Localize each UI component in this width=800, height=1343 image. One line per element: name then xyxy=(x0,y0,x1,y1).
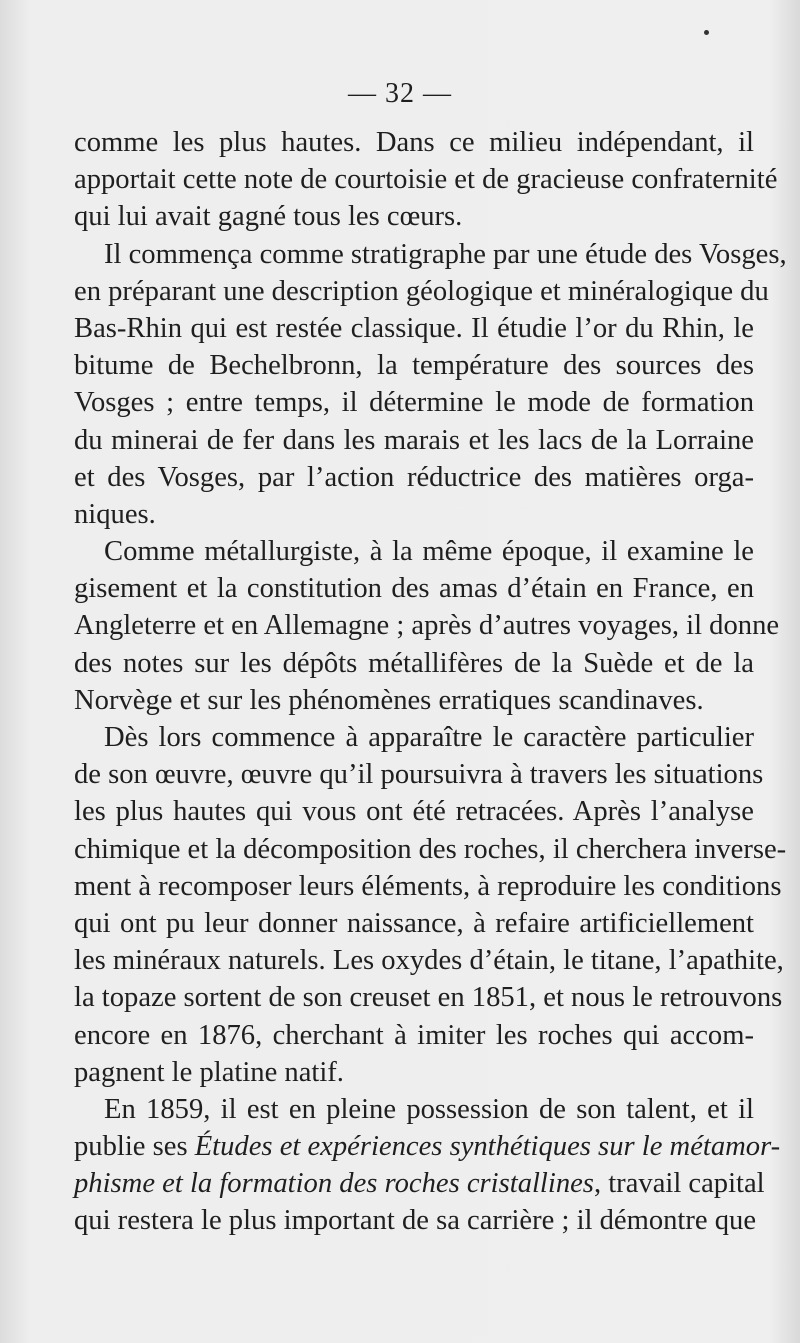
text-line: ment à recomposer leurs éléments, à reproduire les conditions xyxy=(74,870,782,902)
text-line: Vosges ; entre temps, il détermine le mode de formation xyxy=(74,387,754,419)
text-line-with-title xyxy=(74,1165,765,1202)
text-line: Comme métallurgiste, à la même époque, il examine le xyxy=(104,536,754,568)
text-line: qui restera le plus important de sa carrière ; il démontre que xyxy=(74,1205,757,1237)
text-line: Norvège et sur les phénomènes erratiques scandinaves. xyxy=(74,684,704,716)
line-text: , travail capital xyxy=(593,1168,765,1200)
text-line: bitume de Bechelbronn, la température des sources des xyxy=(74,350,754,382)
page-number: — 32 — xyxy=(348,78,452,109)
text-line: niques. xyxy=(74,498,156,530)
text-line: Dès lors commence à apparaître le caractère particulier xyxy=(104,722,754,753)
text-line: des notes sur les dépôts métallifères de la Suède et de la xyxy=(74,647,754,679)
text-line: la topaze sortent de son creuset en 1851, et nous le retrouvons xyxy=(74,982,783,1014)
text-line: Bas-Rhin qui est restée classique. Il étudie l’or du Rhin, le xyxy=(74,312,754,344)
book-title: Études et expériences synthétiques sur le métamor- xyxy=(194,1131,781,1163)
text-line: et des Vosges, par l’action réductrice des matières orga- xyxy=(74,461,754,493)
text-line: en préparant une description géologique et minéralogique du xyxy=(74,275,769,307)
text-line: chimique et la décomposition des roches, il cherchera inverse- xyxy=(74,833,787,865)
text-line: pagnent le platine natif. xyxy=(74,1056,344,1088)
text-line: les minéraux naturels. Les oxydes d’étain, le titane, l’apathite, xyxy=(74,945,784,977)
book-title-continued: phisme et la formation des roches cristallines xyxy=(74,1168,594,1200)
text-line: Il commença comme stratigraphe par une étude des Vosges, xyxy=(104,238,787,270)
text-line: les plus hautes qui vous ont été retracées. Après l’analyse xyxy=(74,796,754,828)
text-line-with-title xyxy=(74,1128,781,1165)
ink-speck xyxy=(704,30,709,35)
text-line: du minerai de fer dans les marais et les lacs de la Lorraine xyxy=(74,424,754,456)
text-line: qui ont pu leur donner naissance, à refaire artificiellement xyxy=(74,907,754,939)
text-line: gisement et la constitution des amas d’étain en France, en xyxy=(74,573,754,605)
text-line: comme les plus hautes. Dans ce milieu indépendant, il xyxy=(74,127,754,158)
line-text: publie ses xyxy=(74,1131,195,1163)
text-line: qui lui avait gagné tous les cœurs. xyxy=(74,201,463,233)
text-line: apportait cette note de courtoisie et de gracieuse confraternité xyxy=(74,164,778,196)
text-line: encore en 1876, cherchant à imiter les roches qui accom- xyxy=(74,1019,754,1051)
text-line: Angleterre et en Allemagne ; après d’autres voyages, il donne xyxy=(74,610,780,642)
text-line: de son œuvre, œuvre qu’il poursuivra à travers les situations xyxy=(74,759,764,791)
text-line: En 1859, il est en pleine possession de son talent, et il xyxy=(104,1093,754,1125)
body-text xyxy=(74,124,787,1240)
